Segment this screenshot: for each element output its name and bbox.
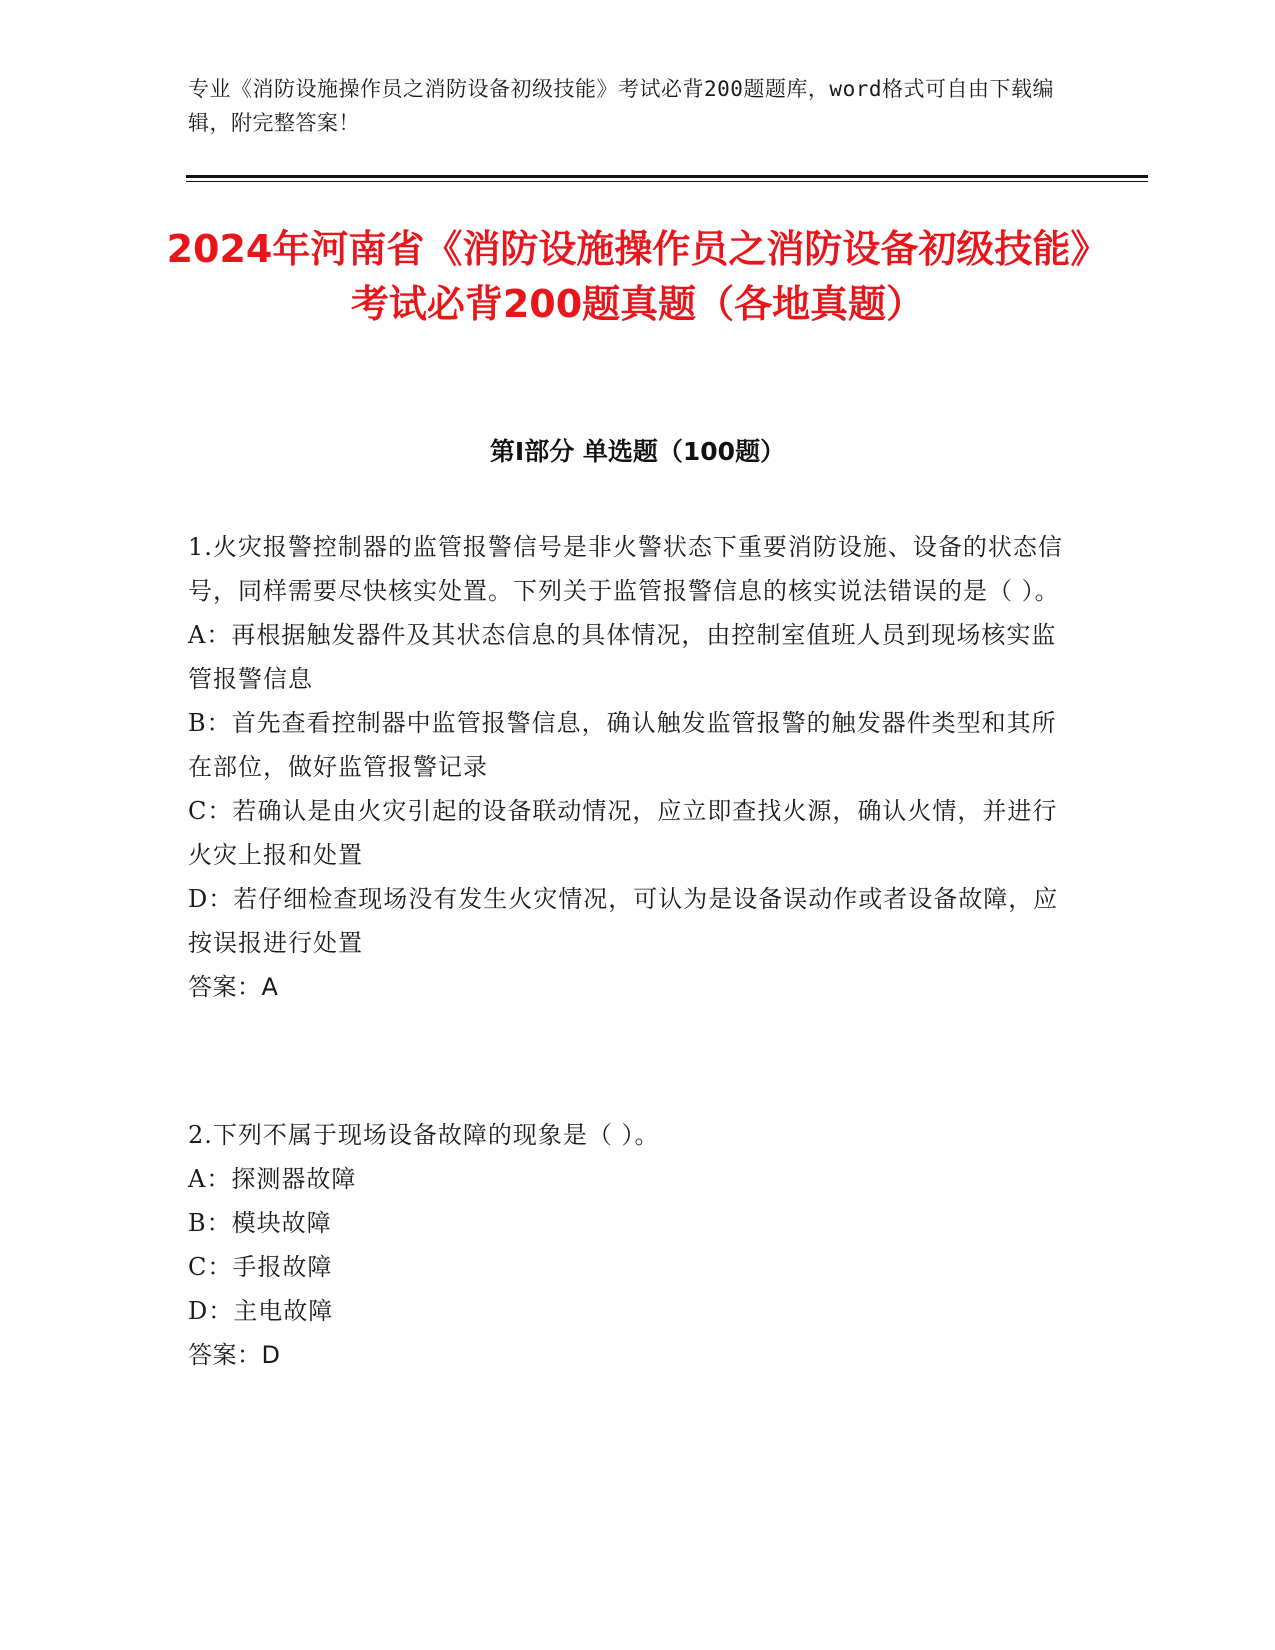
option-a: A：再根据触发器件及其状态信息的具体情况，由控制室值班人员到现场核实监管报警信息 [188, 621, 1057, 693]
question-2 [188, 1113, 1068, 1377]
option-b: B：首先查看控制器中监管报警信息，确认触发监管报警的触发器件类型和其所在部位，做好监管报警记录 [188, 709, 1057, 781]
option-d: D：若仔细检查现场没有发生火灾情况，可认为是设备误动作或者设备故障，应按误报进行处置 [188, 885, 1059, 957]
option-c: C：若确认是由火灾引起的设备联动情况，应立即查找火源，确认火情，并进行火灾上报和处置 [188, 797, 1058, 869]
header-divider-thick [186, 175, 1148, 178]
answer: 答案：A [188, 973, 279, 1001]
option-a: A：探测器故障 [188, 1165, 357, 1193]
question-stem: 2.下列不属于现场设备故障的现象是（ ）。 [188, 1121, 660, 1149]
header-divider-thin [186, 181, 1148, 182]
question-stem: 1.火灾报警控制器的监管报警信号是非火警状态下重要消防设施、设备的状态信号，同样需要尽快核实处置。下列关于监管报警信息的核实说法错误的是（ ）。 [188, 533, 1063, 605]
option-c: C：手报故障 [188, 1253, 333, 1281]
document-title: 2024年河南省《消防设施操作员之消防设备初级技能》考试必背200题真题（各地真题） [166, 227, 1109, 326]
header-note: 专业《消防设施操作员之消防设备初级技能》考试必背200题题库，word格式可自由下载编辑，附完整答案！ [188, 77, 1054, 135]
section-heading: 第I部分 单选题（100题） [489, 437, 786, 466]
option-d: D：主电故障 [188, 1297, 334, 1325]
question-1 [188, 525, 1068, 1009]
answer: 答案：D [188, 1341, 281, 1369]
option-b: B：模块故障 [188, 1209, 332, 1237]
